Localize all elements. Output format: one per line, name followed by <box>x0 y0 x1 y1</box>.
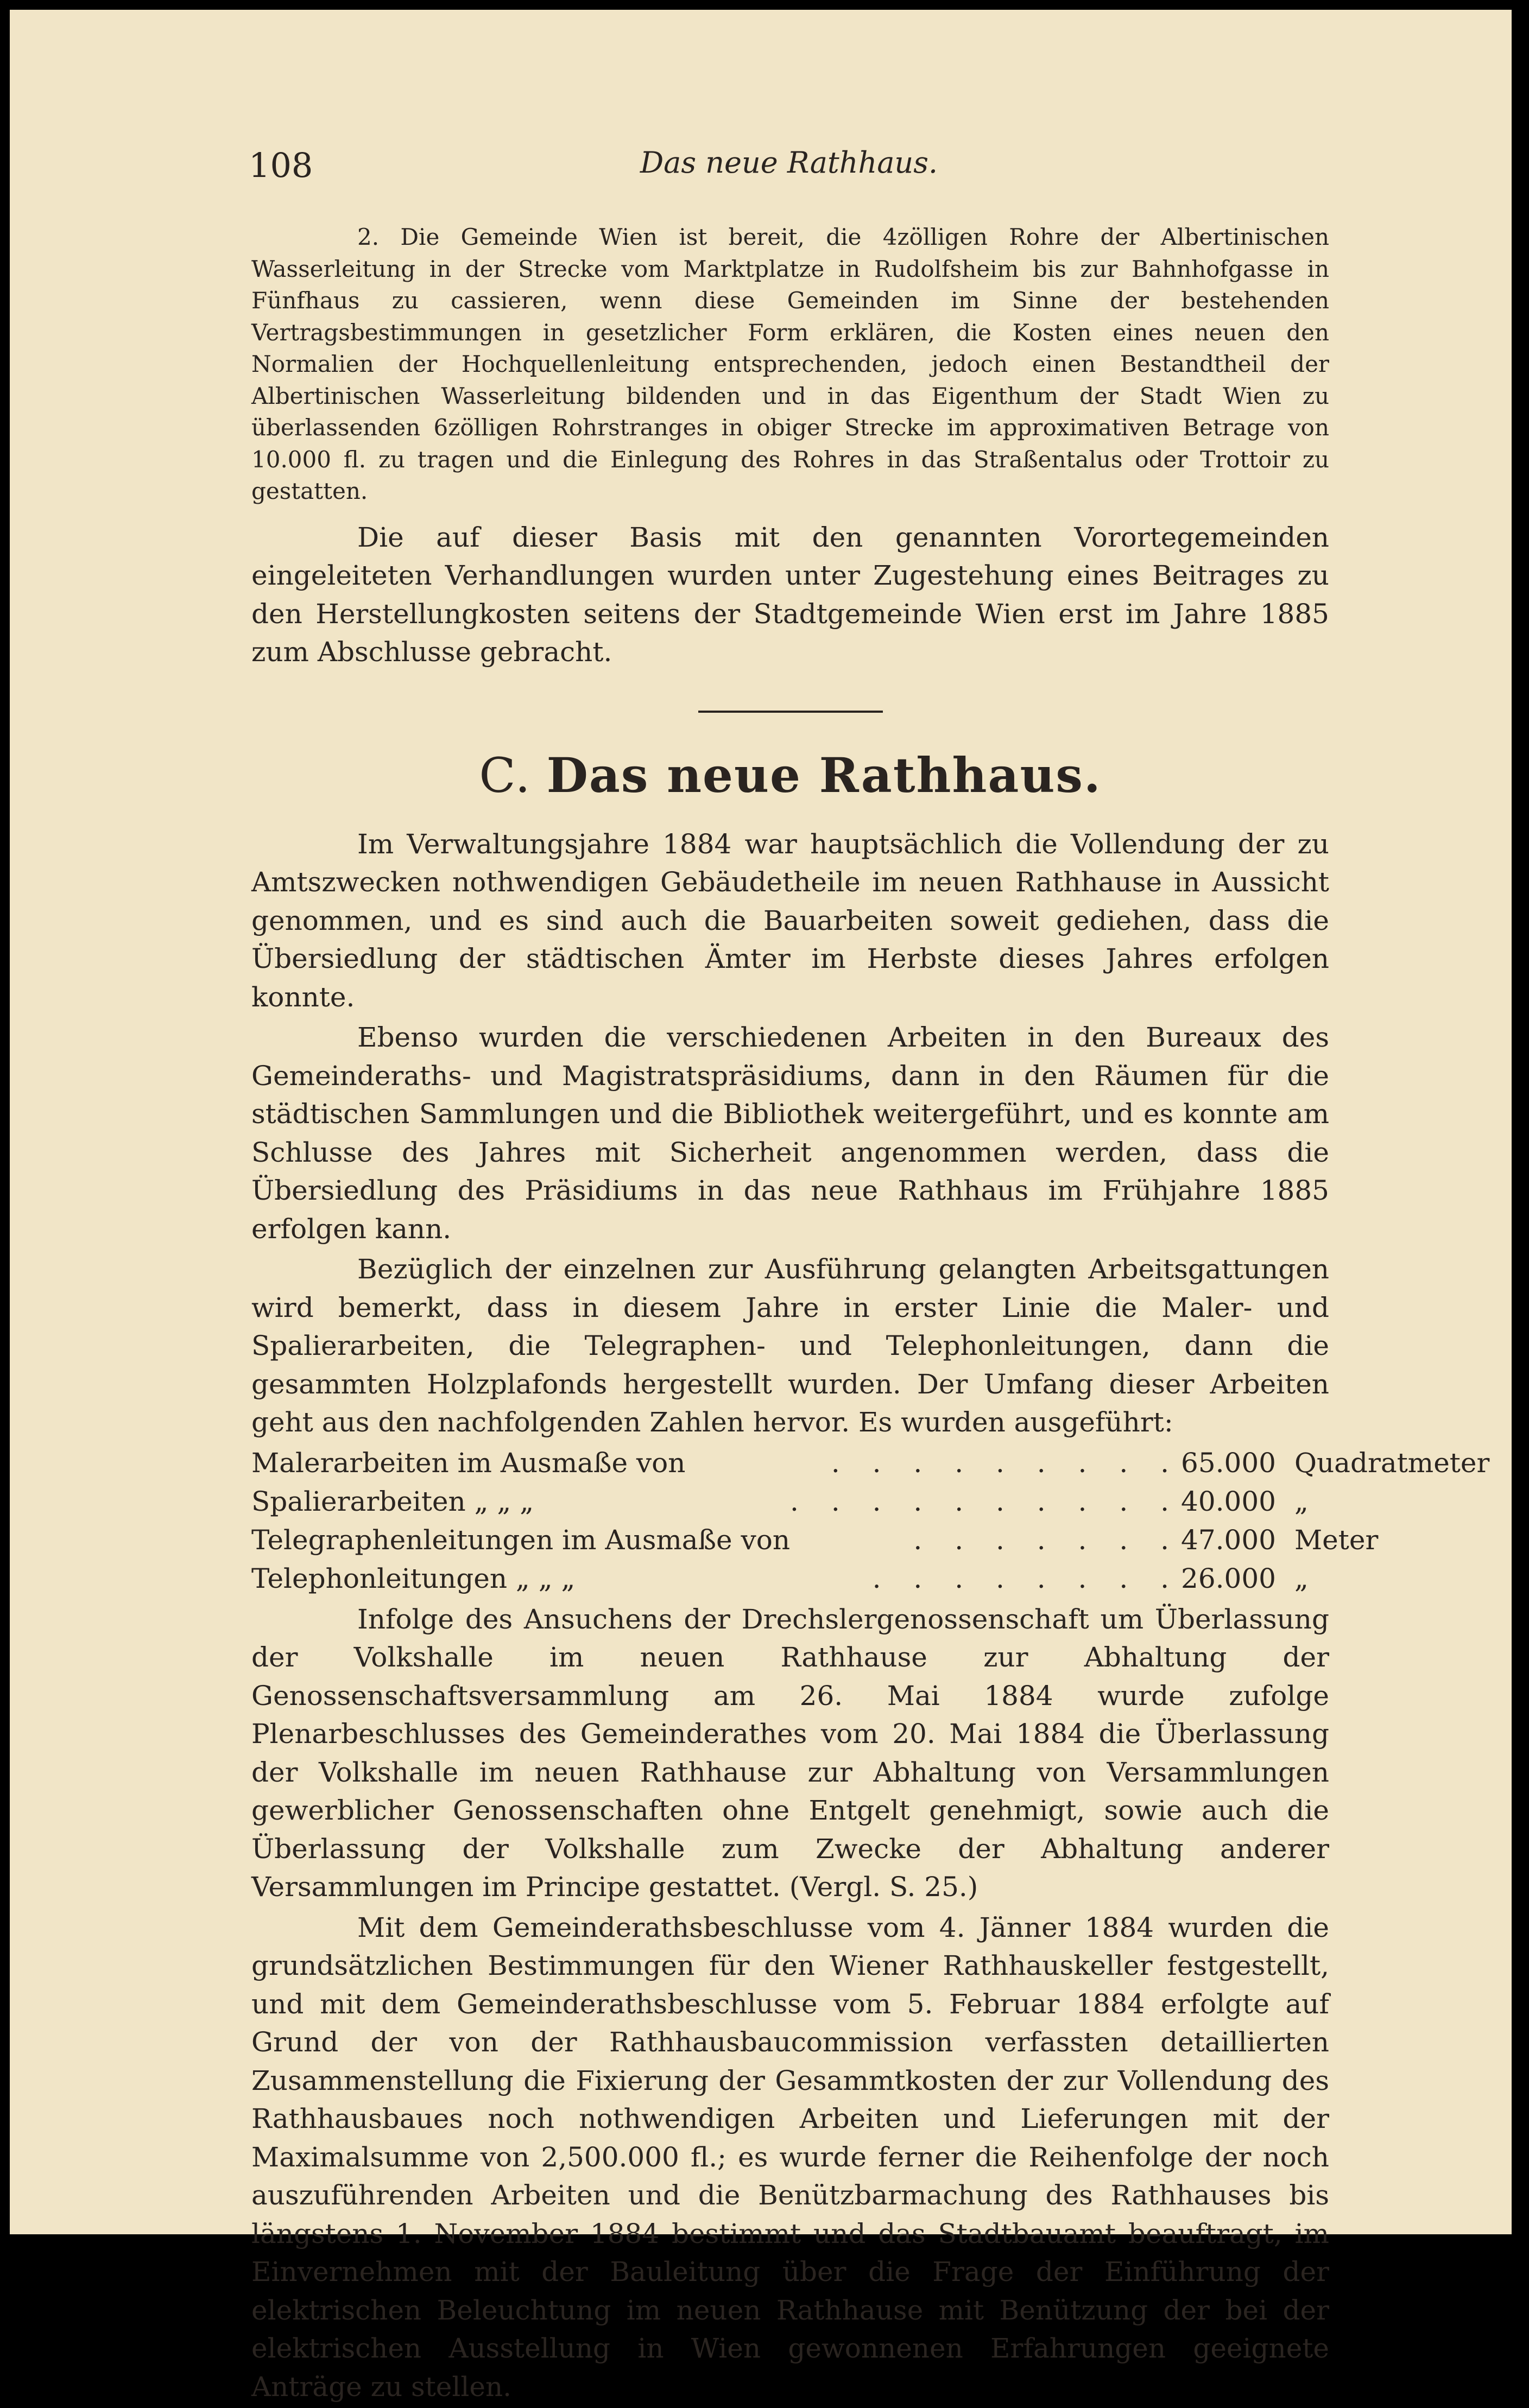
page <box>10 10 1512 2403</box>
table-row <box>251 1560 1489 1598</box>
table-row <box>251 1482 1489 1521</box>
running-title: Das neue Rathhaus. <box>640 145 938 180</box>
leader-dots: . . . . . . . . . <box>831 1447 1182 1479</box>
body-paragraph: Im Verwaltungsjahre 1884 war hauptsächlich die Vollendung der zu Amtszwecken nothwendigen Gebäudetheile im neuen Rathhause in Aussicht genommen, und es sind auch die Bauarbeiten soweit gediehen, dass die Übersiedlung der städtischen Ämter im Herbste dieses Jahres erfolgen konnte. <box>251 828 1329 1013</box>
table-row <box>251 1521 1489 1560</box>
leader-dots: . . . . . . . . . . <box>790 1486 1182 1517</box>
leader-dots: . . . . . . . . <box>872 1563 1182 1594</box>
body-paragraph: Ebenso wurden die verschiedenen Arbeiten in den Bureaux des Gemeinderaths- und Magistratspräsidiums, dann in den Räumen für die städtischen Sammlungen und die Bibliothek weitergeführt, und es konnte am Schlusse des Jahres mit Sicherheit angenommen werden, dass die Übersiedlung des Präsidiums in das neue Rathhaus im Frühjahre 1885 erfolgen kann. <box>251 1022 1329 1245</box>
page-body <box>251 221 1490 2408</box>
section-divider <box>698 711 883 713</box>
numbered-paragraph: 2. Die Gemeinde Wien ist bereit, die 4zölligen Rohre der Albertinischen Wasserleitung in der Strecke vom Marktplatze in Rudolfsheim bis zur Bahnhofgasse in Fünfhaus zu cassieren, wenn diese Gemeinden im Sinne der bestehenden Vertragsbestimmungen in gesetzlicher Form erklären, die Kosten eines neuen den Normalien der Hochquellenleitung entsprechenden, jedoch einen Bestandtheil der Albertinischen Wasserleitung bildenden und in das Eigenthum der Stadt Wien zu überlassenden 6zölligen Rohrstranges in obiger Strecke im approximativen Betrage von 10.000 fl. zu tragen und die Einlegung des Rohres in das Straßentalus oder Trottoir zu gestatten. <box>251 224 1329 504</box>
body-paragraph: Infolge des Ansuchens der Drechslergenossenschaft um Überlassung der Volkshalle im neuen Rathhause zur Abhaltung der Genossenschaftsversammlung am 26. Mai 1884 wurde zufolge Plenarbeschlusses des Gemeinderathes vom 20. Mai 1884 die Überlassung der Volkshalle im neuen Rathhause zur Abhaltung von Versammlungen gewerblicher Genossenschaften ohne Entgelt genehmigt, sowie auch die Überlassung der Volkshalle zum Zwecke der Abhaltung anderer Versammlungen im Principe gestattet. (Vergl. S. 25.) <box>251 1603 1329 1903</box>
intro-closing-paragraph: Die auf dieser Basis mit den genannten Vorortegemeinden eingeleiteten Verhandlungen wurden unter Zugestehung eines Beitrages zu den Herstellungkosten seitens der Stadtgemeinde Wien erst im Jahre 1885 zum Abschlusse gebracht. <box>251 521 1329 668</box>
body-paragraph: Mit dem Gemeinderathsbeschlusse vom 4. Jänner 1884 wurden die grundsätzlichen Bestimmungen für den Wiener Rathhauskeller festgestellt, und mit dem Gemeinderathsbeschlusse vom 5. Februar 1884 erfolgte auf Grund der von der Rathhausbaucommission verfassten detaillierten Zusammenstellung die Fixierung der Gesammtkosten der zur Vollendung des Rathhausbaues noch nothwendigen Arbeiten und Lieferungen mit der Maximalsumme von 2,500.000 fl.; es wurde ferner die Reihenfolge der noch auszuführenden Arbeiten und die Benützbarmachung des Rathhauses bis längstens 1. November 1884 bestimmt und das Stadtbauamt beauftragt, im Einvernehmen mit der Bauleitung über die Frage der Einführung der elektrischen Beleuchtung im neuen Rathhause mit Benützung der bei der elektrischen Ausstellung in Wien gewonnenen Erfahrungen geeignete Anträge zu stellen. <box>251 1911 1329 2403</box>
work-amount: 65.000 <box>1181 1447 1276 1479</box>
work-amount: 40.000 <box>1181 1486 1276 1517</box>
table-row <box>251 1444 1489 1482</box>
work-label: Telephonleitungen „ „ „ <box>251 1563 576 1594</box>
section-title: Das neue Rathhaus. <box>546 746 1102 803</box>
work-unit: Quadratmeter <box>1294 1447 1490 1479</box>
page-header <box>249 145 1329 194</box>
work-label: Spalierarbeiten „ „ „ <box>251 1486 534 1517</box>
work-label: Malerarbeiten im Ausmaße von <box>251 1447 686 1479</box>
works-table <box>251 1444 1489 1598</box>
section-heading <box>251 745 1329 806</box>
work-unit: Meter <box>1294 1524 1379 1556</box>
leader-dots: . . . . . . . <box>913 1524 1182 1556</box>
work-unit: „ <box>1294 1563 1309 1594</box>
work-unit: „ <box>1294 1486 1309 1517</box>
work-amount: 47.000 <box>1181 1524 1276 1556</box>
work-label: Telegraphenleitungen im Ausmaße von <box>251 1524 791 1556</box>
work-amount: 26.000 <box>1181 1563 1276 1594</box>
body-paragraph: Bezüglich der einzelnen zur Ausführung gelangten Arbeitsgattungen wird bemerkt, dass in diesem Jahre in erster Linie die Maler- und Spalierarbeiten, die Telegraphen- und Telephonleitungen, dann die gesammten Holzplafonds hergestellt wurden. Der Umfang dieser Arbeiten geht aus den nachfolgenden Zahlen hervor. Es wurden ausgeführt: <box>251 1253 1329 1438</box>
page-number: 108 <box>249 145 313 185</box>
section-letter: C. <box>479 747 532 803</box>
